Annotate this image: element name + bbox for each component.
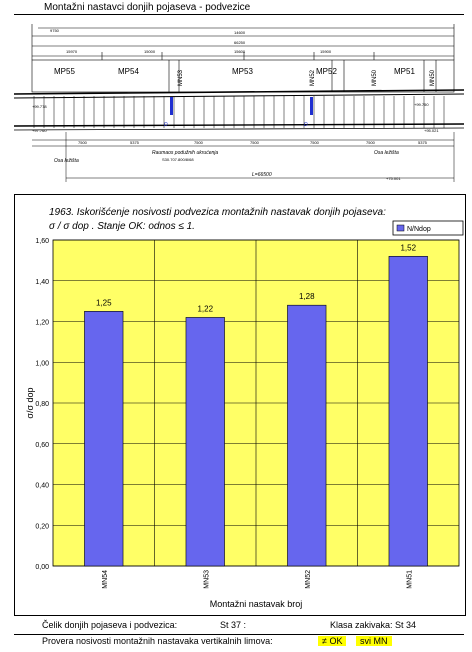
y-tick-label: 1,40 xyxy=(35,278,49,286)
svg-text:MN53: MN53 xyxy=(178,69,184,86)
svg-text:5375: 5375 xyxy=(130,140,139,145)
svg-text:+97.760: +97.760 xyxy=(32,128,47,133)
svg-text:15970: 15970 xyxy=(66,49,78,54)
bar-mn53 xyxy=(186,317,225,566)
y-axis-title: σ/σ dop xyxy=(25,387,35,419)
footer-steel: Čelik donjih pojaseva i podvezica: xyxy=(42,620,178,630)
svg-text:7500: 7500 xyxy=(366,140,375,145)
x-tick-label: MN54 xyxy=(101,570,109,589)
x-tick-label: MN51 xyxy=(406,570,414,589)
svg-text:MP53: MP53 xyxy=(232,67,253,76)
y-tick-label: 0,60 xyxy=(35,441,49,449)
legend-label: N/Ndop xyxy=(407,226,431,233)
y-tick-label: 0,80 xyxy=(35,401,49,408)
svg-text:7500: 7500 xyxy=(250,140,259,145)
svg-text:L=66500: L=66500 xyxy=(252,172,272,178)
bar-mn51 xyxy=(389,256,428,566)
svg-text:7500: 7500 xyxy=(194,140,203,145)
svg-text:MP51: MP51 xyxy=(394,67,415,76)
svg-text:MN50: MN50 xyxy=(372,69,378,86)
y-tick-label: 0,40 xyxy=(35,482,49,490)
data-label: 1,28 xyxy=(298,292,315,302)
svg-text:14600: 14600 xyxy=(234,30,246,35)
y-tick-label: 1,00 xyxy=(35,360,49,368)
svg-text:+99.778: +99.778 xyxy=(32,104,47,109)
data-label: 1,25 xyxy=(95,298,112,308)
svg-text:D: D xyxy=(164,122,168,128)
status-badge-not-ok: ≠ OK xyxy=(318,636,346,646)
legend-swatch xyxy=(397,225,404,231)
svg-text:+95.021: +95.021 xyxy=(424,128,439,133)
girder-drawing xyxy=(14,18,464,190)
status-badge-scope: svi MN xyxy=(356,636,392,646)
svg-text:MP54: MP54 xyxy=(118,67,139,76)
y-tick-label: 1,20 xyxy=(35,319,49,327)
page-title: Montažni nastavci donjih pojaseva - podvezice xyxy=(44,2,251,13)
svg-text:D: D xyxy=(304,122,308,128)
footer-rivet-class: Klasa zakivaka: St 34 xyxy=(330,620,417,630)
y-tick-label: 1,60 xyxy=(35,238,49,245)
svg-text:66250: 66250 xyxy=(234,40,246,45)
chart-frame xyxy=(14,194,466,616)
data-label: 1,52 xyxy=(400,243,417,253)
x-tick-label: MN52 xyxy=(304,570,312,589)
bar-mn54 xyxy=(84,311,123,566)
svg-text:7500: 7500 xyxy=(310,140,319,145)
data-label: 1,22 xyxy=(197,304,214,314)
svg-text:7500: 7500 xyxy=(78,140,87,145)
chart-subtitle: σ / σ dop . Stanje OK: odnos ≤ 1. xyxy=(49,221,195,232)
svg-text:15000: 15000 xyxy=(144,49,156,54)
svg-text:MN50: MN50 xyxy=(430,69,436,86)
title-rule xyxy=(14,14,464,15)
svg-text:+75.001: +75.001 xyxy=(386,176,401,181)
splice-mark-right xyxy=(310,97,313,115)
svg-text:+99.750: +99.750 xyxy=(414,102,429,107)
svg-text:9750: 9750 xyxy=(50,28,59,33)
svg-text:15600: 15600 xyxy=(234,49,246,54)
bar-mn52 xyxy=(287,305,326,566)
svg-text:S30.707.800/8/68: S30.707.800/8/68 xyxy=(162,157,194,162)
svg-text:MP52: MP52 xyxy=(316,67,337,76)
chart-title: 1963. Iskorišćenje nosivosti podvezica montažnih nastavak donjih pojaseva: xyxy=(49,207,386,218)
svg-text:5375: 5375 xyxy=(418,140,427,145)
x-axis-title: Montažni nastavak broj xyxy=(209,599,303,609)
footer-rule xyxy=(14,634,464,635)
svg-text:Raumaos podužnih ukrućenja: Raumaos podužnih ukrućenja xyxy=(152,150,219,156)
svg-text:MN52: MN52 xyxy=(310,69,316,86)
y-tick-label: 0,20 xyxy=(35,523,49,531)
footer-check: Provera nosivosti montažnih nastavaka vertikalnih limova: xyxy=(42,636,273,646)
utilization-chart xyxy=(15,195,465,615)
footer-steel-grade: St 37 : xyxy=(220,620,247,630)
svg-text:Osa ležišta: Osa ležišta xyxy=(54,158,79,164)
svg-text:15900: 15900 xyxy=(320,49,332,54)
svg-text:MP55: MP55 xyxy=(54,67,75,76)
x-tick-label: MN53 xyxy=(203,570,211,589)
svg-text:Osa ležišta: Osa ležišta xyxy=(374,150,399,156)
y-tick-label: 0,00 xyxy=(35,564,49,571)
splice-mark-left xyxy=(170,97,173,115)
